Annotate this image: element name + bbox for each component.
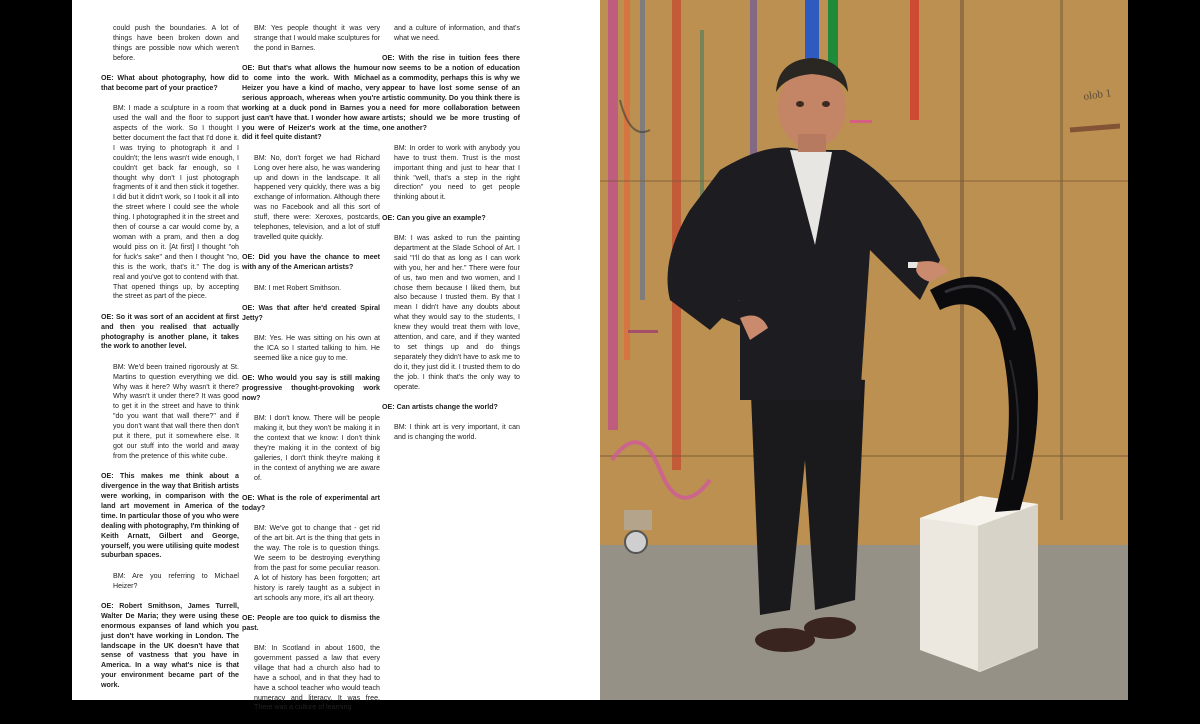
interview-text-page [72,0,600,712]
interview-question: OE: Can you give an example? [382,213,486,222]
interview-answer: BM: No, don't forget we had Richard Long over here also, he was wandering up and down in the landscape. It all happened very quickly, there was a big exchange of information. Although there was no Facebook and all this sort of stuff, there were: Xeroxes, postcards, telephones, television, and a lot of stuff travelled quite quickly. [254,153,380,241]
interview-answer: BM: Yes. He was sitting on his own at the ICA so I started talking to him. He seemed like a nice guy to me. [254,334,380,362]
text-column-1 [101,24,239,702]
text-column-2 [242,24,380,724]
interview-question: OE: But that's what allows the humour to come into the work. With Michael Heizer you have a kind of macho, very serious approach, whereas when you're working at a duck pond in Barnes you just can't have that. I wonder how aware you were of Heizer's work at the time, did it feel quite distant? [242,64,380,142]
interview-question: OE: Was that after he'd created Spiral Jetty? [242,303,380,322]
interview-answer: BM: I made a sculpture in a room that used the wall and the floor to support aspects of the work. So I thought I better document the fact that I'd done it. I was trying to photograph it and I couldn't; the lens wasn't wide enough, I couldn't get back far enough, so I thought why don't I just photograph fragments of it and then stick it together. I did but it didn't work, so I took it all into the street where I could see the whole thing. I photographed it in the street and then of course a car would come by, a woman with a pram, and then a dog would piss on it. [At first] I thought "oh for fuck's sake" and then I thought "no, this is the work, that's it." The dog is real and you've got to contend with that. That opened things up, by accepting the street as part of the piece. [113,104,239,301]
interview-answer: BM: We'd been trained rigorously at St. Martins to question everything we did. Why was it here? Why wasn't it there? Why wasn't it under there? It was good to get it in the street and have to think "do you want that wall there?" and if you don't want that wall there then don't put it there, put it somewhere else. It got our stuff into the world and away from the pretence of this white cube. [113,362,239,460]
interview-answer: BM: I don't know. There will be people making it, but they won't be making it in the context that we know: I don't think they're making it in the context of big galleries, I don't think they're making it in the context of anything we are aware of. [254,414,380,482]
portrait-illustration [600,0,1128,700]
interview-answer: and a culture of information, and that's what we need. [394,24,520,42]
white-plinth [920,496,1038,672]
interview-question: OE: What is the role of experimental art today? [242,493,380,512]
text-column-3 [382,24,520,453]
interview-answer: BM: We've got to change that - get rid of the art bit. Art is the thing that gets in the way. The role is to question things. We seem to be destroying everything from the past for some peculiar reason. A lot of history has been forgotten; art history is rarely taught as a subject in art schools any more, it's all art theory. [254,524,380,602]
interview-answer: BM: I think art is very important, it can and is changing the world. [394,423,520,442]
interview-question: OE: Did you have the chance to meet with any of the American artists? [242,253,380,272]
interview-answer: BM: In order to work with anybody you have to trust them. Trust is the most important thing and just to hear that I think "well, that's a step in the right direction" you need to get people thinking about it. [394,143,520,202]
left-margin [0,0,72,700]
interview-question: OE: People are too quick to dismiss the past. [242,613,380,632]
interview-question: OE: What about photography, how did that become part of your practice? [101,74,239,92]
interview-answer: BM: Yes people thought it was very strange that I would make sculptures for the pond in Barnes. [254,24,380,52]
interview-answer: BM: Are you referring to Michael Heizer? [113,571,239,590]
interview-answer: BM: I was asked to run the painting department at the Slade School of Art. I said "I'll do that as long as I can work with you, her and her." There were four of us, two men and two women, and I chose them because I liked them, but also because I trusted them. By that I mean I didn't have any doubts about what they would say to the students, I knew they would treat them with love, attention, and care, and if they wanted to set things up and do things separately they didn't have to ask me to do it, they just did it. I trusted them to do the job. I think that's the only way to operate. [394,233,520,391]
interview-question: OE: Robert Smithson, James Turrell, Walter De Maria; they were using these enormous expanses of land which you just don't have working in London. The landscape in the UK doesn't have that sense of vastness that you have in America. In a way what's nice is that your environment became part of the work. [101,601,239,690]
interview-answer: BM: In Scotland in about 1600, the government passed a law that every village that had a church also had to have a school, and in that they had to have a school teacher who would teach numeracy and literacy. It was free. There was a culture of learning [254,644,380,712]
right-margin [1128,0,1200,700]
artist-portrait-photo [600,0,1128,700]
interview-question: OE: Who would you say is still making progressive thought-provoking work now? [242,374,380,402]
interview-answer: could push the boundaries. A lot of things have been broken down and things are possible now which weren't before. [113,24,239,62]
trolley-wheel [625,531,647,553]
interview-answer: BM: I met Robert Smithson. [254,283,342,292]
interview-question: OE: This makes me think about a divergence in the way that British artists were working, in comparison with the land art movement in America of the time. In particular those of you who were dealing with photography, I'm thinking of Keith Arnatt, Gilbert and George, yourself, you were utilising quite modest suburban spaces. [101,472,239,560]
wall-scrawl: olob 1 [1082,87,1112,103]
interview-question: OE: So it was sort of an accident at first and then you realised that actually photography is another plane, it takes the work to another level. [101,312,239,351]
interview-question: OE: Can artists change the world? [382,402,498,411]
interview-question: OE: With the rise in tuition fees there now seems to be a notion of education as a commodity, perhaps this is why we appear to have lost some sense of an artistic community. Do you think there is a need for more collaboration between artists; should we be more trusting of one another? [382,54,520,132]
